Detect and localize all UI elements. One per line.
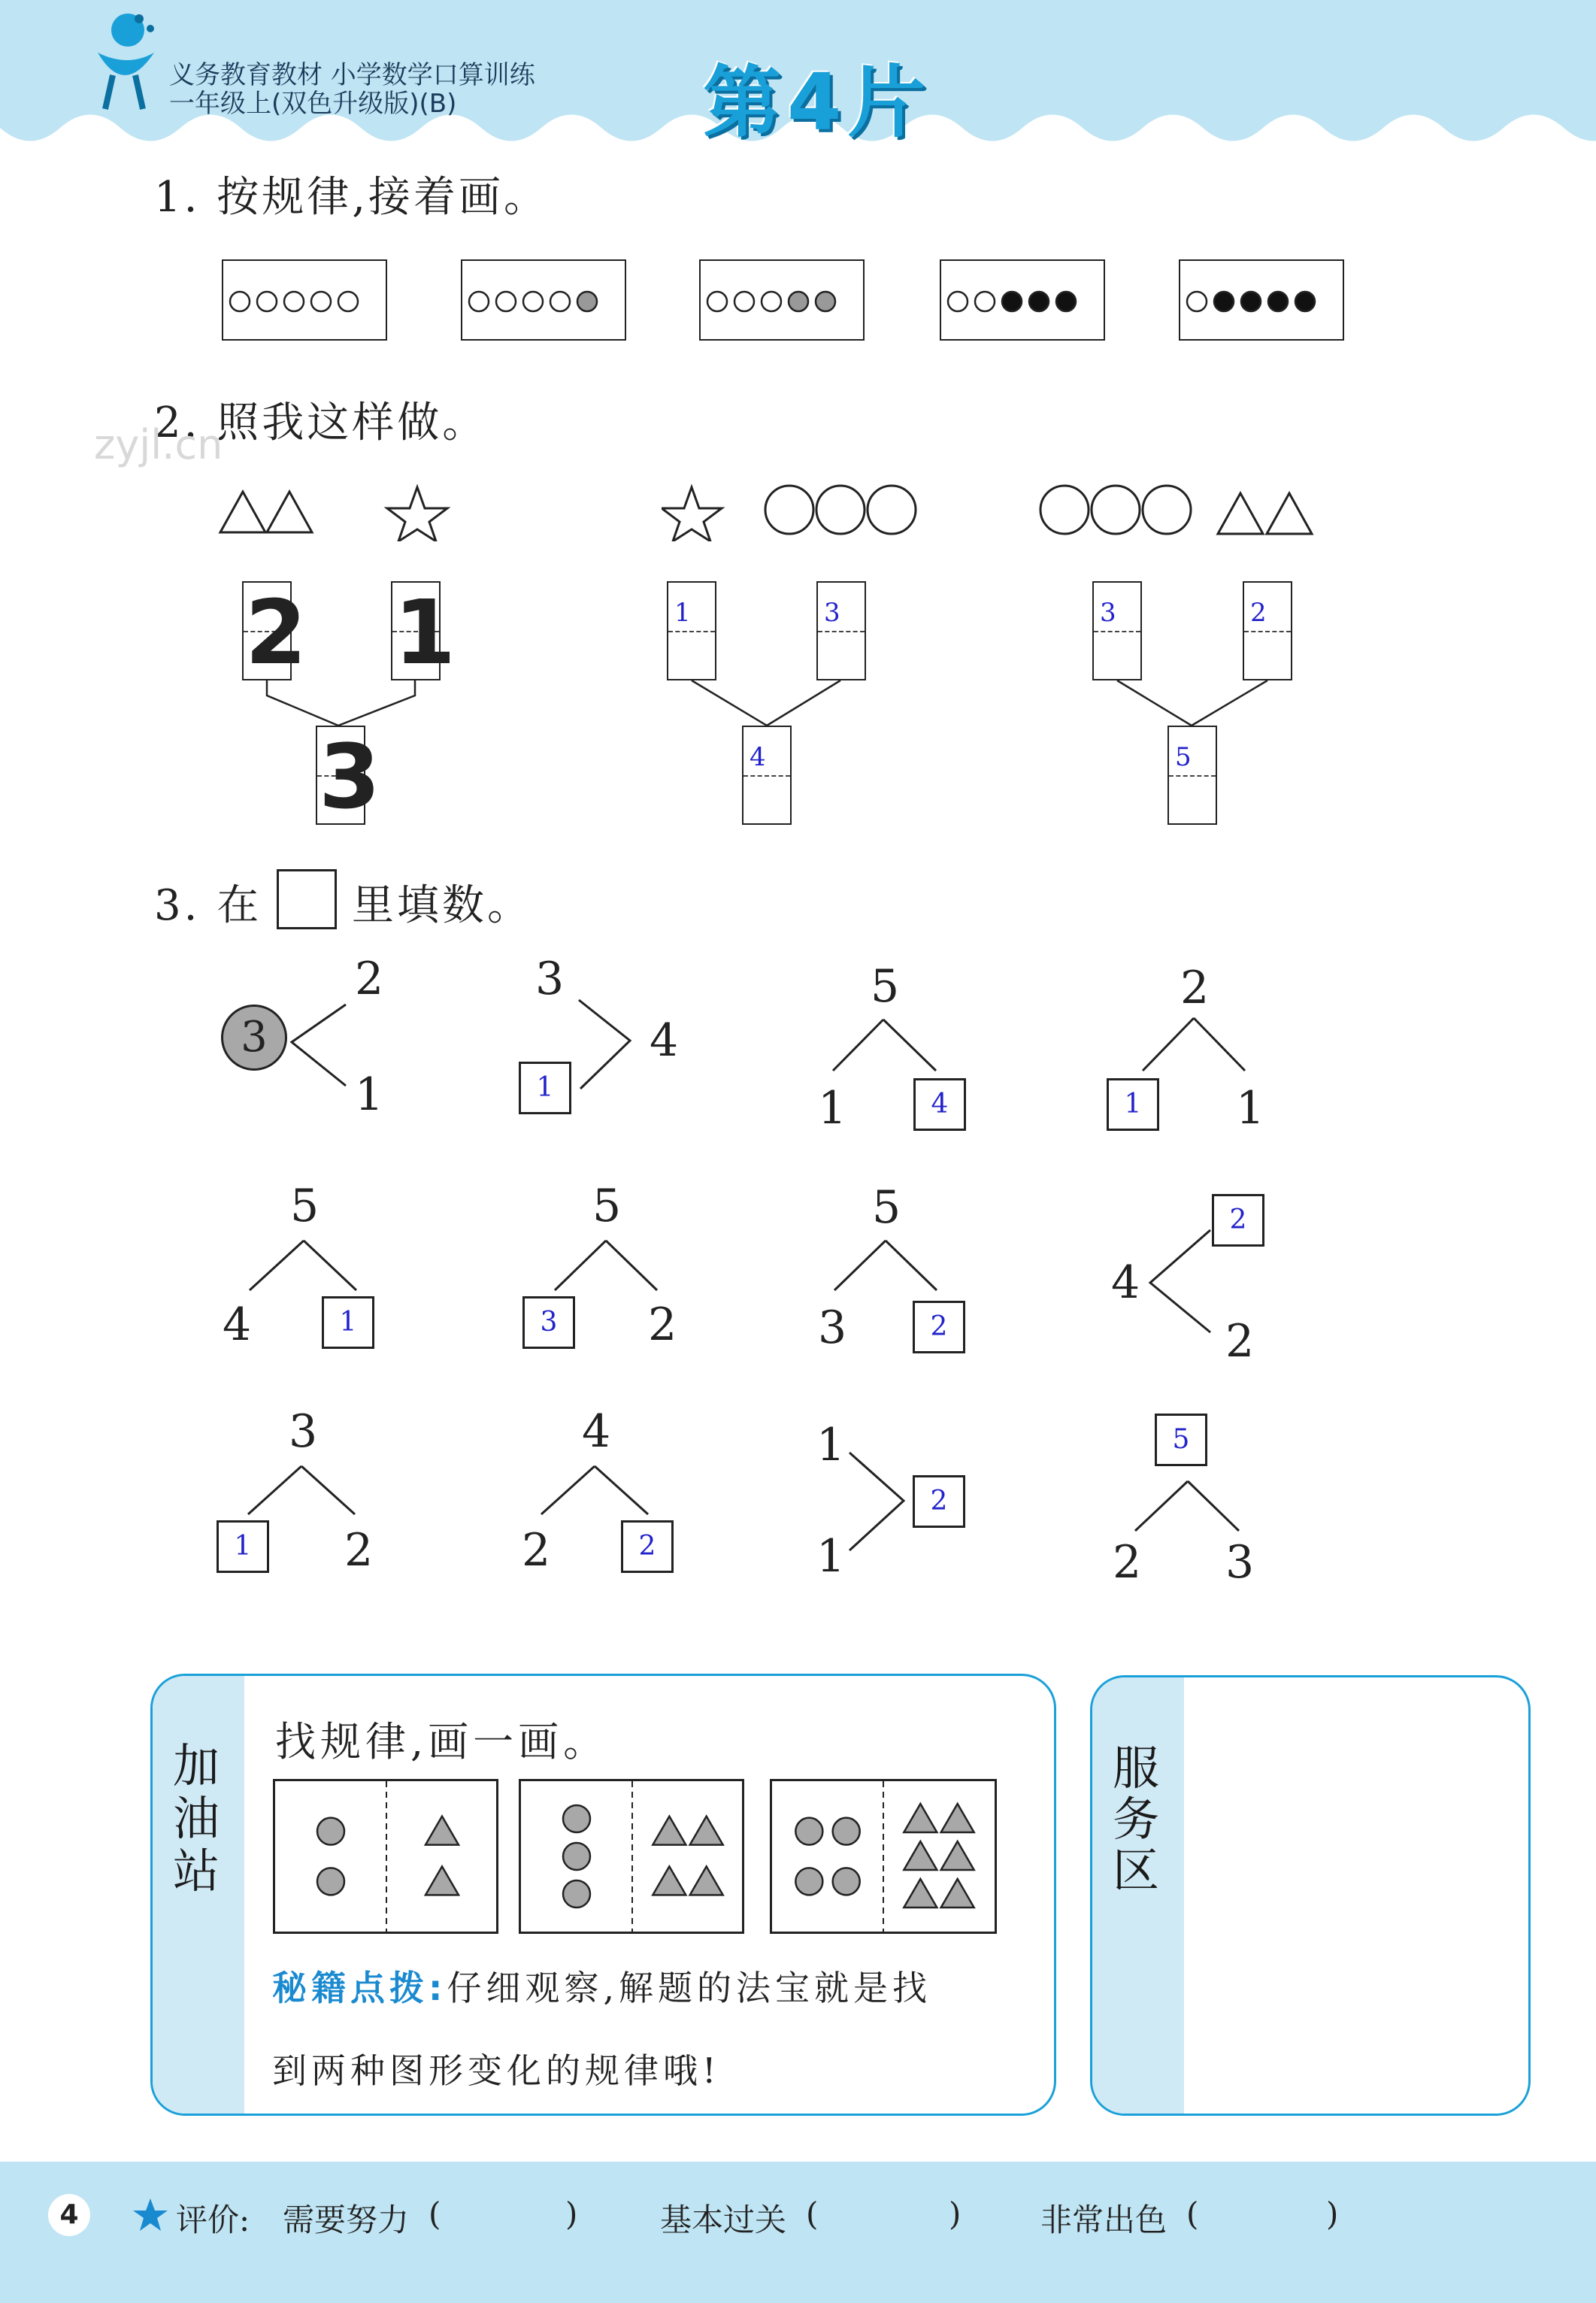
gray-triangle-icon [653,1866,686,1895]
star-icon [662,487,722,541]
dot-black [1214,292,1234,311]
gray-triangle-icon [425,1817,459,1845]
q1-pattern-box-1 [222,259,387,341]
q3-5-total: 5 [290,1180,320,1232]
q3-1-part-a: 2 [355,953,384,1005]
triangle-icon [1267,493,1312,534]
series-line-2: 一年级上(双色升级版)(B) [169,89,457,119]
dot-white [1187,292,1207,311]
q2-g3-bottom-box[interactable] [1167,726,1217,825]
dot-white [948,292,968,311]
dot-white [230,292,250,311]
rating-option-1: 需要努力 [283,2201,410,2238]
q2-g1-right-box [391,580,456,684]
rating-paren-open-3: ( [1186,2195,1199,2232]
gray-circle-icon [795,1868,822,1895]
q1-dots-1 [223,261,386,339]
rating-option-3: 非常出色 [1040,2201,1167,2238]
mascot-logo-icon [83,8,165,113]
gray-triangle-icon [904,1879,937,1908]
q2-g3-left-box[interactable] [1092,581,1142,680]
dot-black [1029,292,1049,311]
q2-g2-left-value: 1 [674,598,691,628]
q3-9-part-b: 2 [344,1524,374,1577]
dot-gray [789,292,808,311]
rating-paren-open-1: ( [429,2195,441,2232]
rating-paren-close-1: ) [565,2195,578,2232]
q3-4-part-b: 1 [1236,1082,1265,1135]
dot-white [284,292,304,311]
q2-g2-right-box[interactable] [816,581,866,680]
triangle-icon [1218,493,1263,534]
q2-g3-bottom-value: 5 [1175,742,1192,772]
q3-6-part-b: 2 [648,1298,677,1351]
q3-label-after: 里填数。 [352,881,532,930]
q3-12-part-a: 2 [1113,1536,1142,1589]
dot-white [523,292,543,311]
q3-2-part-a: 3 [535,953,565,1005]
q1-label: 1. 按规律,接着画。 [154,173,550,222]
rating-paren-open-2: ( [806,2195,819,2232]
q2-g1-left-box [242,580,307,684]
pattern-box-3 [770,1779,997,1934]
dot-black [1002,292,1022,311]
q3-3-total: 5 [871,960,900,1013]
dot-black [1056,292,1076,311]
pattern-box-2 [519,1779,744,1934]
q3-1-total-circle: 3 [221,1005,287,1071]
rating-label: 评价: [176,2201,250,2238]
q1-dots-2 [462,261,625,339]
q2-group1-shapes [214,481,455,541]
q3-7-part-a: 3 [818,1301,847,1354]
dot-white [311,292,331,311]
gray-triangle-icon [904,1841,937,1870]
q3-11-part-b: 1 [816,1530,846,1583]
q3-label-before: 3. 在 [154,881,262,930]
gray-triangle-icon [941,1841,974,1870]
q3-9-total: 3 [289,1405,318,1458]
tip-text-1: 仔细观察,解题的法宝就是找 [447,1968,932,2008]
q3-7-answer-box[interactable]: 2 [913,1301,965,1353]
gray-circle-icon [563,1880,590,1908]
q2-g2-right-value: 3 [824,598,840,628]
page-title: 第4片 [703,56,932,148]
dot-white [257,292,277,311]
pattern-shapes-2 [521,1781,742,1932]
dot-white [734,292,754,311]
q3-11-answer-box[interactable]: 2 [913,1475,965,1528]
dot-black [1268,292,1288,311]
q2-label: 2. 照我这样做。 [154,398,488,447]
q3-5-part-a: 4 [223,1298,252,1351]
tip-line-1 [272,1961,931,2011]
q3-1-part-b: 1 [355,1068,384,1121]
pattern-shapes-3 [772,1781,995,1932]
q2-g3-right-box[interactable] [1243,581,1292,680]
gray-triangle-icon [941,1804,974,1832]
dot-gray [577,292,597,311]
dot-black [1295,292,1315,311]
star-icon [387,487,447,541]
gray-triangle-icon [904,1804,937,1832]
dot-white [762,292,781,311]
gray-circle-icon [563,1805,590,1832]
dot-gray [816,292,835,311]
star-icon [132,2197,168,2233]
circle-icon [816,486,865,534]
q3-10-part-a: 2 [522,1524,551,1577]
dot-white [550,292,570,311]
gray-circle-icon [833,1868,860,1895]
gray-circle-icon [833,1818,860,1845]
q3-8-total: 4 [1111,1256,1140,1309]
circle-icon [868,486,916,534]
dot-black [1241,292,1261,311]
jiayou-prompt: 找规律,画一画。 [275,1718,609,1765]
q3-label-box-icon [277,869,337,929]
q3-6-total: 5 [592,1180,622,1232]
gray-circle-icon [317,1818,344,1845]
q3-7-total: 5 [872,1181,901,1234]
gray-circle-icon [563,1843,590,1870]
q3-10-total: 4 [582,1405,611,1458]
tip-line-2: 到两种图形变化的规律哦! [272,2050,721,2091]
watermark: zyjl.cn [94,421,223,468]
dot-white [469,292,489,311]
q1-dots-5 [1180,261,1343,339]
service-side-label: 服务区 [1112,1741,1159,1898]
q2-g1-bottom-value: 3 [319,725,381,829]
series-line-1: 义务教育教材 小学数学口算训练 [169,60,535,90]
triangle-icon [220,492,265,532]
dot-white [338,292,358,311]
rating-paren-close-3: ) [1326,2195,1339,2232]
q1-pattern-box-4 [940,259,1105,341]
q1-pattern-box-5 [1179,259,1344,341]
rating-paren-close-2: ) [949,2195,962,2232]
q2-g3-right-value: 2 [1250,598,1267,628]
triangle-icon [267,492,312,532]
q2-g1-left-value: 2 [245,580,307,684]
q3-2-total: 4 [650,1014,679,1067]
dot-white [975,292,995,311]
q2-group2-shapes [662,481,925,541]
q2-g2-bottom-value: 4 [750,742,766,772]
q1-dots-3 [701,261,863,339]
gray-circle-icon [317,1868,344,1895]
q3-3-part-a: 1 [818,1082,847,1135]
q1-pattern-box-3 [699,259,865,341]
pattern-box-1 [273,1779,498,1934]
circle-icon [1092,486,1140,534]
rating-option-2: 基本过关 [660,2201,787,2238]
jiayou-side-label: 加油站 [172,1738,220,1898]
circle-icon [765,486,813,534]
q1-dots-4 [941,261,1104,339]
q3-4-total: 2 [1180,962,1210,1014]
dot-white [707,292,727,311]
q2-g2-bottom-box[interactable] [742,726,792,825]
gray-triangle-icon [941,1879,974,1908]
q3-2-answer-box[interactable]: 1 [519,1062,571,1114]
q3-12-part-b: 3 [1225,1536,1255,1589]
q2-g1-bottom-box [316,725,381,829]
pattern-shapes-1 [275,1781,496,1932]
gray-triangle-icon [690,1866,723,1895]
gray-circle-icon [795,1818,822,1845]
q3-9-answer-box[interactable]: 1 [217,1520,269,1573]
q2-g1-right-value: 1 [394,580,456,684]
q3-12-answer-box[interactable]: 5 [1155,1414,1207,1466]
gray-triangle-icon [425,1866,459,1895]
q3-4-answer-box[interactable]: 1 [1107,1078,1159,1131]
q3-10-answer-box[interactable]: 2 [621,1520,674,1573]
gray-triangle-icon [690,1817,723,1845]
q2-g2-left-box[interactable] [667,581,716,680]
tip-key: 秘籍点拨: [272,1968,447,2008]
dot-white [496,292,516,311]
circle-icon [1040,486,1089,534]
q3-8-part-b: 2 [1225,1315,1255,1368]
q3-5-answer-box[interactable]: 1 [322,1296,374,1349]
q3-8-answer-box[interactable]: 2 [1212,1194,1264,1247]
q3-3-answer-box[interactable]: 4 [913,1078,966,1131]
q1-pattern-box-2 [461,259,626,341]
circle-icon [1143,486,1191,534]
q3-6-answer-box[interactable]: 3 [522,1296,575,1349]
gray-triangle-icon [653,1817,686,1845]
q3-11-part-a: 1 [816,1419,846,1471]
q2-g3-left-value: 3 [1100,598,1116,628]
q2-group3-shapes [1037,481,1323,541]
page-number: 4 [48,2194,90,2236]
